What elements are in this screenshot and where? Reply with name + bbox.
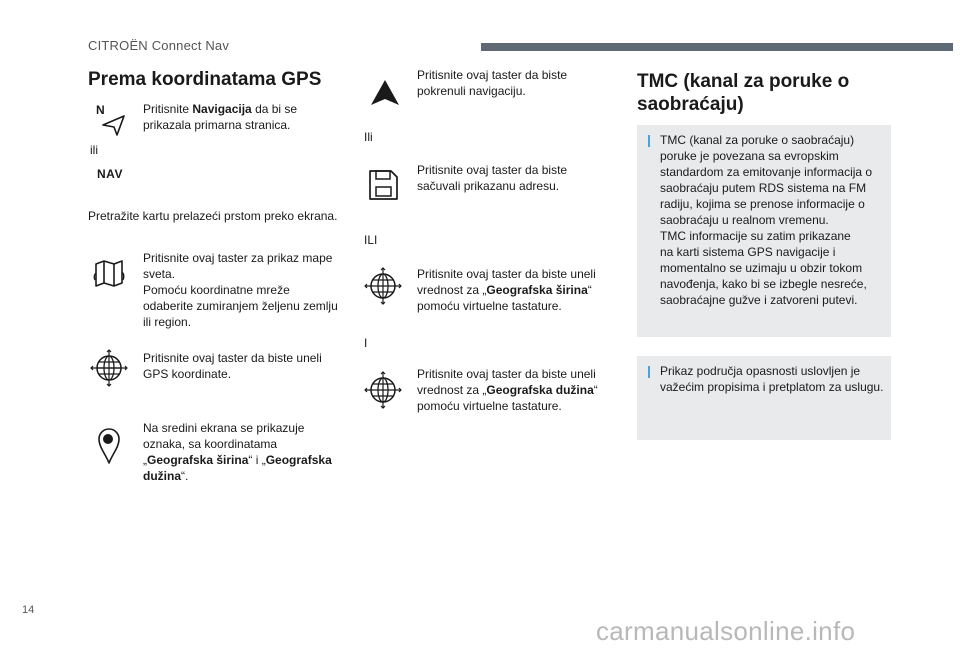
info-marker-icon [648, 135, 650, 147]
note1-line: navođenja, kako bi se izbegle nesreće, [660, 277, 867, 291]
instruction-marker-coords: Na sredini ekrana se prikazuje oznaka, sa koordinatama „Geografska širina“ i „Geografska dužina“. [143, 421, 332, 483]
separator-ili: ili [90, 143, 98, 157]
nav-label: NAV [97, 167, 123, 181]
note1-line: radiju, kojima se prenose informacije o [660, 197, 865, 211]
start-navigation-icon [368, 78, 402, 108]
note2-line: Prikaz područja opasnosti uslovljen je [660, 364, 861, 378]
note2-line: važećim propisima i pretplatom za uslugu. [660, 380, 884, 394]
note1-line: poruke je povezana sa evropskim [660, 149, 839, 163]
globe-grid-icon [364, 267, 402, 305]
location-pin-icon [96, 425, 122, 465]
separator-ili-2: Ili [364, 130, 373, 144]
compass-letter: N [96, 103, 105, 117]
separator-ILI: ILI [364, 233, 378, 247]
header-bar [481, 43, 953, 51]
world-map-icon [92, 256, 126, 290]
compass-icon [96, 103, 130, 137]
note1-line: standardom za emitovanje informacija o [660, 165, 873, 179]
instruction-enter-latitude: Pritisnite ovaj taster da biste uneli vrednost za „Geografska širina“ pomoću virtuelne tastature. [417, 267, 596, 313]
note1-line: saobraćaju putem RDS sistema na FM [660, 181, 867, 195]
instruction-enter-gps: Pritisnite ovaj taster da biste uneli GPS koordinate. [143, 351, 322, 381]
globe-grid-icon [364, 371, 402, 409]
tmc-info-note [637, 125, 891, 337]
instruction-navigation: Pritisnite Navigacija da bi se prikazala primarna stranica. [143, 102, 298, 132]
save-icon [366, 168, 400, 202]
section-title-tmc: TMC (kanal za poruke o saobraćaju) [637, 71, 850, 115]
page-number: 14 [22, 604, 35, 616]
separator-I: I [364, 336, 368, 350]
instruction-browse-map: Pretražite kartu prelazeći prstom preko ekrana. [88, 209, 338, 223]
hazard-info-text [660, 363, 888, 395]
note1-line: TMC informacije su zatim prikazane [660, 229, 851, 243]
note1-line: na karti sistema GPS navigacije i [660, 245, 836, 259]
brand-header: CITROËN Connect Nav [88, 38, 230, 53]
note1-line: momentalno se uzimaju u obzir tokom [660, 261, 863, 275]
instruction-world-map: Pritisnite ovaj taster za prikaz mape sveta. Pomoću koordinatne mreže odaberite zumiranjem željenu zemlju ili region. [143, 251, 338, 329]
note1-line: TMC (kanal za poruke o saobraćaju) [660, 133, 855, 147]
info-marker-icon [648, 366, 650, 378]
section-title-gps: Prema koordinatama GPS [88, 69, 322, 90]
hazard-info-note [637, 356, 891, 440]
tmc-info-text [660, 132, 888, 308]
globe-grid-icon [90, 349, 128, 387]
note1-line: saobraćaju u realnom vremenu. [660, 213, 829, 227]
watermark: carmanualsonline.info [596, 616, 856, 646]
note1-line: saobraćajne gužve i zatvoreni putevi. [660, 293, 858, 307]
instruction-start-navigation: Pritisnite ovaj taster da biste pokrenuli navigaciju. [417, 68, 568, 98]
instruction-save-address: Pritisnite ovaj taster da biste sačuvali prikazanu adresu. [417, 163, 568, 193]
instruction-enter-longitude: Pritisnite ovaj taster da biste uneli vrednost za „Geografska dužina“ pomoću virtuelne tastature. [417, 367, 598, 413]
